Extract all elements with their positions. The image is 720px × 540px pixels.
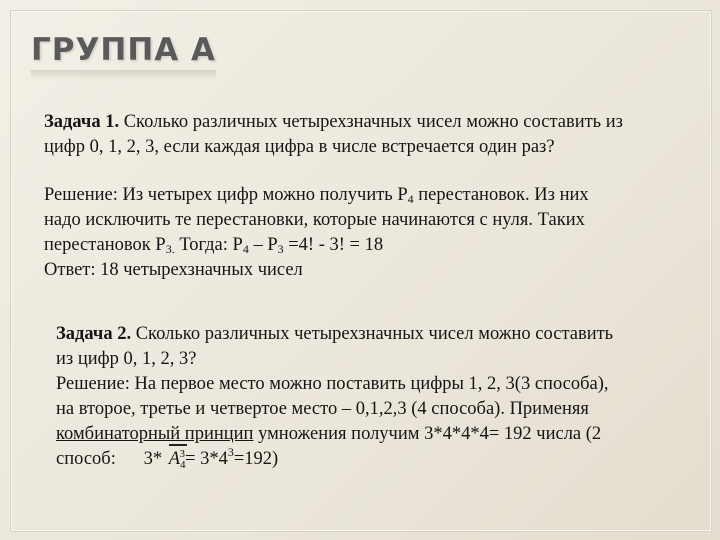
- arrangement-overline: [169, 444, 187, 446]
- task2-line2: из цифр 0, 1, 2, 3?: [56, 349, 197, 369]
- task2-label: Задача 2.: [56, 324, 132, 344]
- solution1-text3c: – Р: [248, 235, 278, 255]
- task1-text1: Сколько различных четырехзначных чисел можно составить из: [119, 112, 623, 132]
- solution1-text1a: Решение: Из четырех цифр можно получить Р: [44, 185, 408, 205]
- task2-text6b: = 3*4: [185, 449, 228, 469]
- task2-sup6: 3: [227, 445, 234, 459]
- task1-label: Задача 1.: [44, 112, 120, 132]
- solution1-line1: [44, 183, 694, 208]
- task1-line2: цифр 0, 1, 2, 3, если каждая цифра в числе встречается один раз?: [44, 137, 555, 157]
- arrangement-sup: 3: [179, 448, 186, 460]
- solution1-paragraph: [44, 183, 694, 283]
- task2-text5c: умножения получим 3*4*4*4= 192 числа (2: [253, 424, 602, 444]
- arrangement-letter: A: [168, 449, 181, 469]
- solution1-text1b: перестановок. Из них: [413, 185, 589, 205]
- solution1-line2: надо исключить те перестановки, которые начинаются с нуля. Таких: [44, 210, 585, 230]
- task1-line1: [44, 110, 694, 135]
- solution1-sub3b: 4: [242, 242, 249, 256]
- slide-title: ГРУППА А: [31, 32, 217, 68]
- task2-line3: Решение: На первое место можно поставить цифры 1, 2, 3(3 способа),: [56, 374, 609, 394]
- task2-line1: [56, 322, 696, 347]
- solution1-text3b: Тогда: Р: [174, 235, 243, 255]
- task2-paragraph: [56, 322, 696, 472]
- task2-line4: на второе, третье и четвертое место – 0,1,2,3 (4 способа). Применяя: [56, 399, 589, 419]
- arrangement-symbol: [169, 447, 185, 472]
- task1-paragraph: [44, 110, 694, 160]
- solution1-answer: Ответ: 18 четырехзначных чисел: [44, 260, 303, 280]
- task2-line6: [56, 447, 696, 472]
- task2-text5a: комбинаторный: [56, 424, 181, 444]
- arrangement-sub: 4: [180, 459, 186, 471]
- solution1-text3a: перестановок Р: [44, 235, 166, 255]
- task2-text6a: способ: 3*: [56, 449, 167, 469]
- solution1-text3d: =4! - 3! = 18: [283, 235, 384, 255]
- task2-line5: [56, 422, 696, 447]
- solution1-sub3a: 3.: [165, 242, 175, 256]
- task2-text1: Сколько различных четырехзначных чисел можно составить: [131, 324, 614, 344]
- solution1-sub3c: 3: [277, 242, 284, 256]
- solution1-line3: [44, 233, 694, 258]
- solution1-sub1: 4: [407, 192, 414, 206]
- task2-text5b: принцип: [180, 424, 254, 444]
- task2-text6c: =192): [233, 449, 279, 469]
